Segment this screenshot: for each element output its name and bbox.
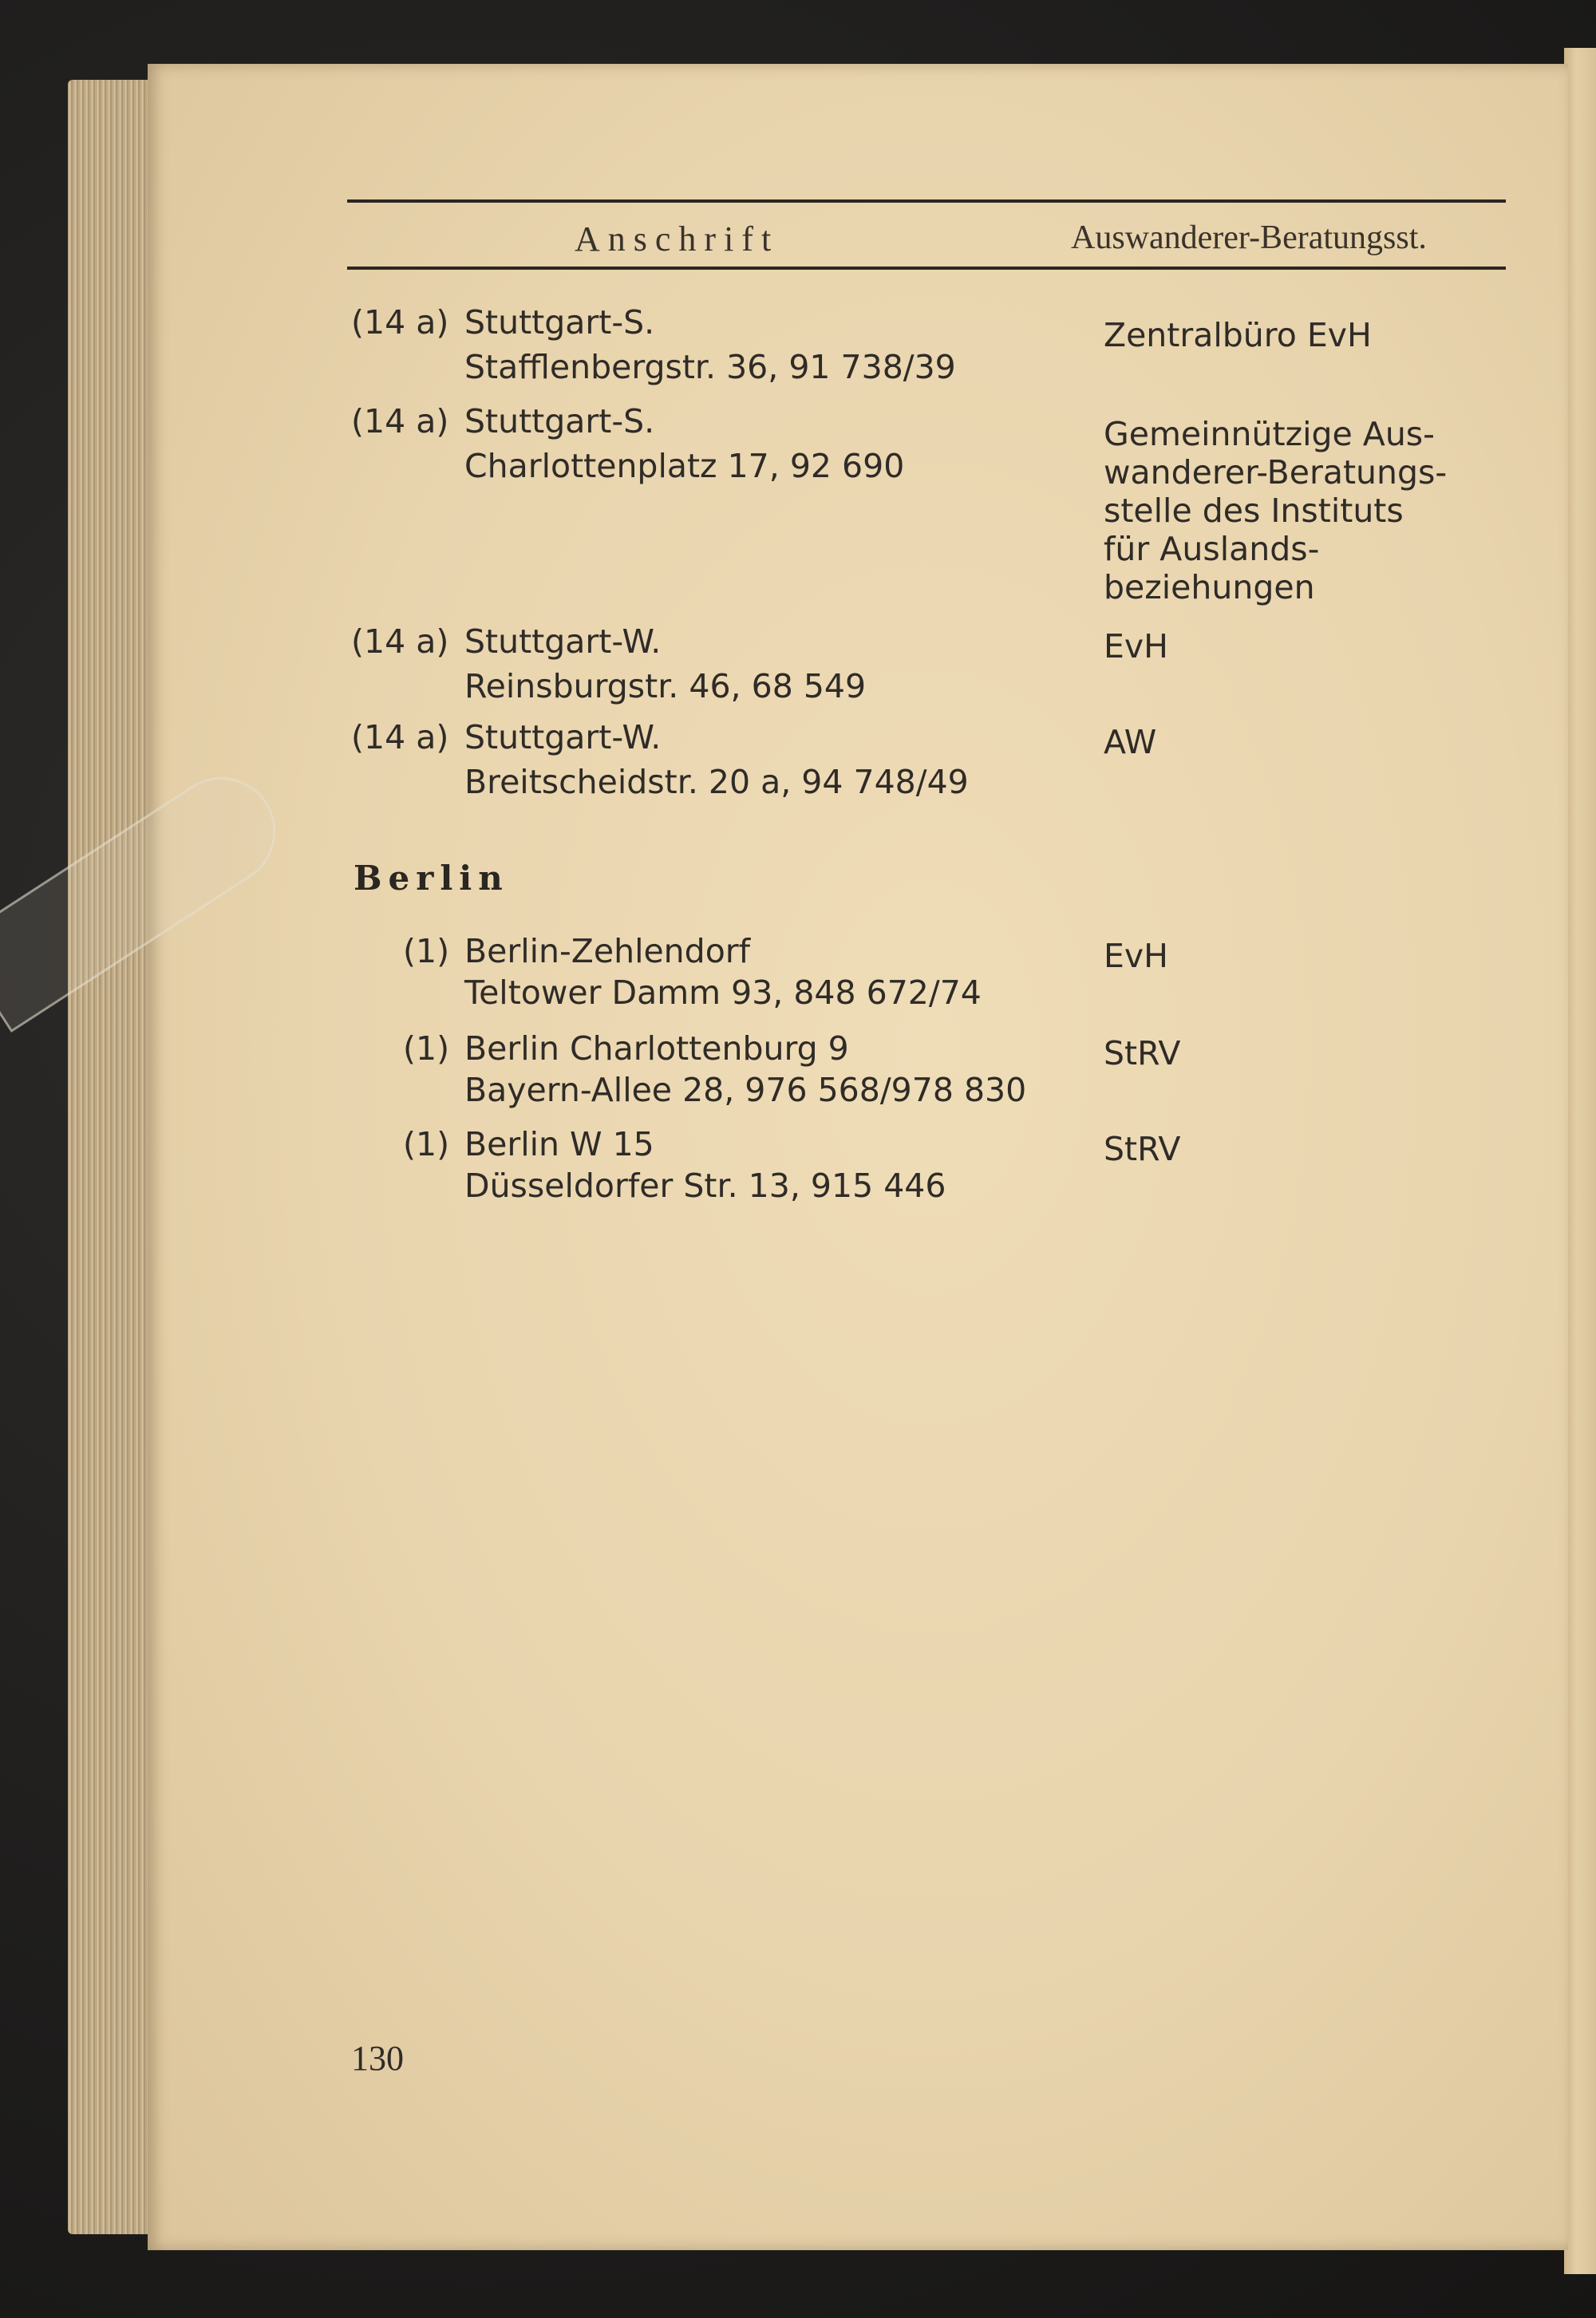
entry-street: Reinsburgstr. 46, 68 549 (464, 667, 867, 705)
entry-office: StRV (1104, 1034, 1181, 1072)
entry-office-line: stelle des Instituts (1104, 492, 1404, 530)
entry-office-line: Gemeinnützige Aus- (1104, 415, 1435, 453)
section-heading: Berlin (354, 859, 509, 898)
entry-number: (14 a) (351, 718, 449, 756)
entry-street: Charlottenplatz 17, 92 690 (464, 447, 905, 485)
book-page-edges (68, 80, 160, 2234)
entry-office-line: für Auslands- (1104, 530, 1320, 568)
entry-street: Düsseldorfer Str. 13, 915 446 (464, 1167, 946, 1205)
entry-office: AW (1104, 723, 1157, 761)
entry-city: Stuttgart-W. (464, 718, 662, 756)
entry-number: (1) (403, 1029, 450, 1068)
entry-number: (14 a) (351, 402, 449, 440)
entry-city: Stuttgart-S. (464, 303, 655, 342)
entry-number: (1) (403, 932, 450, 970)
entry-office-line: wanderer-Beratungs- (1104, 453, 1448, 492)
entry-city: Berlin Charlottenburg 9 (464, 1029, 849, 1068)
entry-street: Bayern-Allee 28, 976 568/978 830 (464, 1071, 1027, 1109)
entry-number: (1) (403, 1125, 450, 1163)
book-page (148, 64, 1568, 2250)
entry-street: Teltower Damm 93, 848 672/74 (464, 973, 982, 1012)
header-bottom-rule (347, 267, 1506, 270)
column-header-office: Auswanderer-Beratungsst. (1071, 219, 1427, 256)
entry-city: Berlin-Zehlendorf (464, 932, 751, 970)
entry-number: (14 a) (351, 622, 449, 661)
entry-city: Stuttgart-S. (464, 402, 655, 440)
page-number: 130 (351, 2039, 404, 2078)
entry-office: Zentralbüro EvH (1104, 316, 1372, 354)
entry-office: EvH (1104, 937, 1168, 975)
header-top-rule (347, 199, 1506, 203)
entry-office-line: beziehungen (1104, 568, 1315, 606)
entry-street: Stafflenbergstr. 36, 91 738/39 (464, 348, 956, 386)
entry-office: EvH (1104, 627, 1168, 665)
entry-number: (14 a) (351, 303, 449, 342)
column-header-address: Anschrift (575, 219, 780, 259)
entry-city: Berlin W 15 (464, 1125, 654, 1163)
entry-city: Stuttgart-W. (464, 622, 662, 661)
entry-office: StRV (1104, 1130, 1181, 1168)
entry-street: Breitscheidstr. 20 a, 94 748/49 (464, 763, 969, 801)
book-gutter (1564, 48, 1596, 2274)
